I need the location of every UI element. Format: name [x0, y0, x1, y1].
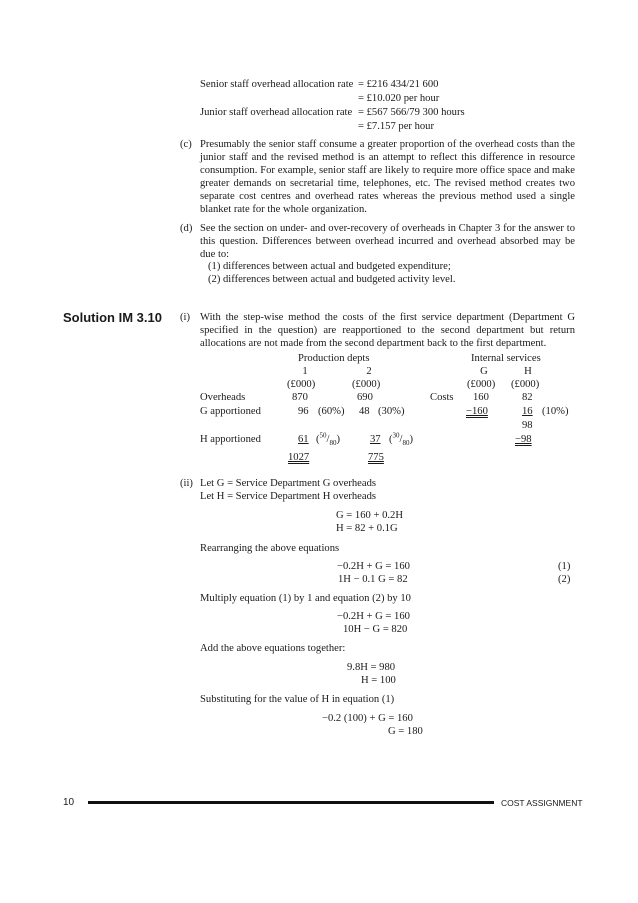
table-col-2: 2: [366, 366, 372, 377]
table-col-1: 1: [302, 366, 308, 377]
g-row-c1: 96: [298, 406, 309, 417]
h-row-c2-num: 30: [392, 431, 400, 440]
total-c2: 775: [368, 452, 384, 463]
rearranging-text: Rearranging the above equations: [200, 543, 340, 554]
part-d-text: See the section on under- and over-recovery of overheads in Chapter 3 for the answer to this question. Differences between overhead incurred and overhead absorbed may be due to:: [200, 223, 575, 260]
table-unit-2: (£000): [352, 379, 381, 390]
g-row-c1-pct: (60%): [318, 406, 345, 417]
table-prod-header: Production depts: [298, 353, 370, 364]
overheads-label: Overheads: [200, 392, 246, 403]
g-apportioned-label: G apportioned: [200, 406, 261, 417]
table-unit-1: (£000): [287, 379, 316, 390]
add-text: Add the above equations together:: [200, 643, 346, 654]
overheads-c1: 870: [292, 392, 308, 403]
part-d-marker: (d): [180, 223, 193, 234]
substituting-text: Substituting for the value of H in equation (1): [200, 694, 395, 705]
part-d-item-1: (1) differences between actual and budgeted expenditure;: [208, 261, 451, 272]
table-col-g: G: [480, 366, 488, 377]
part-c-text: Presumably the senior staff consume a greater proportion of the overhead costs than the junior staff and the revised method is an attempt to reflect this difference in resource consumption. For example, senior staff are likely to require more office space and make greater demands on secretarial time, telephones, etc. The revised method creates two separate cost centres and overhead rates whereas the previous method used a single blanket rate for the whole organization.: [200, 139, 575, 215]
part-i-marker: (i): [180, 312, 190, 323]
table-col-h: H: [524, 366, 532, 377]
part-ii-marker: (ii): [180, 478, 193, 489]
overheads-c2: 690: [357, 392, 373, 403]
g-row-c2-pct: (30%): [378, 406, 405, 417]
eq-1-tag: (1): [558, 561, 571, 572]
senior-rate-eq2: = £10.020 per hour: [358, 93, 440, 104]
multiply-text: Multiply equation (1) by 1 and equation (2) by 10: [200, 593, 411, 604]
costs-label: Costs: [430, 392, 454, 403]
part-c-marker: (c): [180, 139, 192, 150]
eq-1: −0.2H + G = 160: [337, 561, 410, 572]
h-row-h: −98: [515, 434, 532, 445]
part-d-item-2: (2) differences between actual and budgeted activity level.: [208, 274, 456, 285]
table-unit-h: (£000): [511, 379, 540, 390]
h-apportioned-label: H apportioned: [200, 434, 261, 445]
running-title: COST ASSIGNMENT: [501, 798, 583, 808]
let-g: Let G = Service Department G overheads: [200, 478, 376, 489]
solution-heading: Solution IM 3.10: [63, 310, 162, 325]
h-row-c1-fraction: $(^{50}/_{80})$: [316, 431, 341, 448]
senior-rate-label: Senior staff overhead allocation rate: [200, 79, 354, 90]
g-row-h: 16: [522, 406, 533, 417]
h-row-c2-den: 80: [402, 439, 410, 448]
eq-g: G = 160 + 0.2H: [336, 510, 403, 521]
g-row-h-pct: (10%): [542, 406, 569, 417]
eq-h: H = 82 + 0.1G: [336, 523, 398, 534]
sub-eq-2: G = 180: [388, 726, 423, 737]
sum-eq-2: H = 100: [361, 675, 396, 686]
let-h: Let H = Service Department H overheads: [200, 491, 376, 502]
junior-rate-label: Junior staff overhead allocation rate: [200, 107, 353, 118]
multiplied-eq-1: −0.2H + G = 160: [337, 611, 410, 622]
h-row-c1-den: 80: [329, 439, 337, 448]
eq-2: 1H − 0.1 G = 82: [338, 574, 408, 585]
table-unit-g: (£000): [467, 379, 496, 390]
h-row-c2: 37: [370, 434, 381, 445]
senior-rate-eq1: = £216 434/21 600: [358, 79, 439, 90]
part-i-text: With the step-wise method the costs of the first service department (Department G specified in the question) are reapportioned to the second department but return allocations are not made from the second department back to the first department.: [200, 312, 575, 349]
overheads-h: 82: [522, 392, 533, 403]
overheads-g: 160: [473, 392, 489, 403]
junior-rate-eq1: = £567 566/79 300 hours: [358, 107, 465, 118]
table-serv-header: Internal services: [471, 353, 541, 364]
multiplied-eq-2: 10H − G = 820: [343, 624, 408, 635]
eq-2-tag: (2): [558, 574, 571, 585]
g-row-c2: 48: [359, 406, 370, 417]
junior-rate-eq2: = £7.157 per hour: [358, 121, 434, 132]
h-row-c2-fraction: $(^{30}/_{80})$: [389, 431, 414, 448]
page-number: 10: [63, 797, 75, 808]
h-row-c1-num: 50: [319, 431, 327, 440]
h-subtotal: 98: [522, 420, 533, 431]
g-row-g: −160: [466, 406, 488, 417]
sum-eq-1: 9.8H = 980: [347, 662, 396, 673]
footer-rule: [88, 801, 494, 804]
total-c1: 1027: [288, 452, 310, 463]
h-row-c1: 61: [298, 434, 309, 445]
sub-eq-1: −0.2 (100) + G = 160: [322, 713, 413, 724]
